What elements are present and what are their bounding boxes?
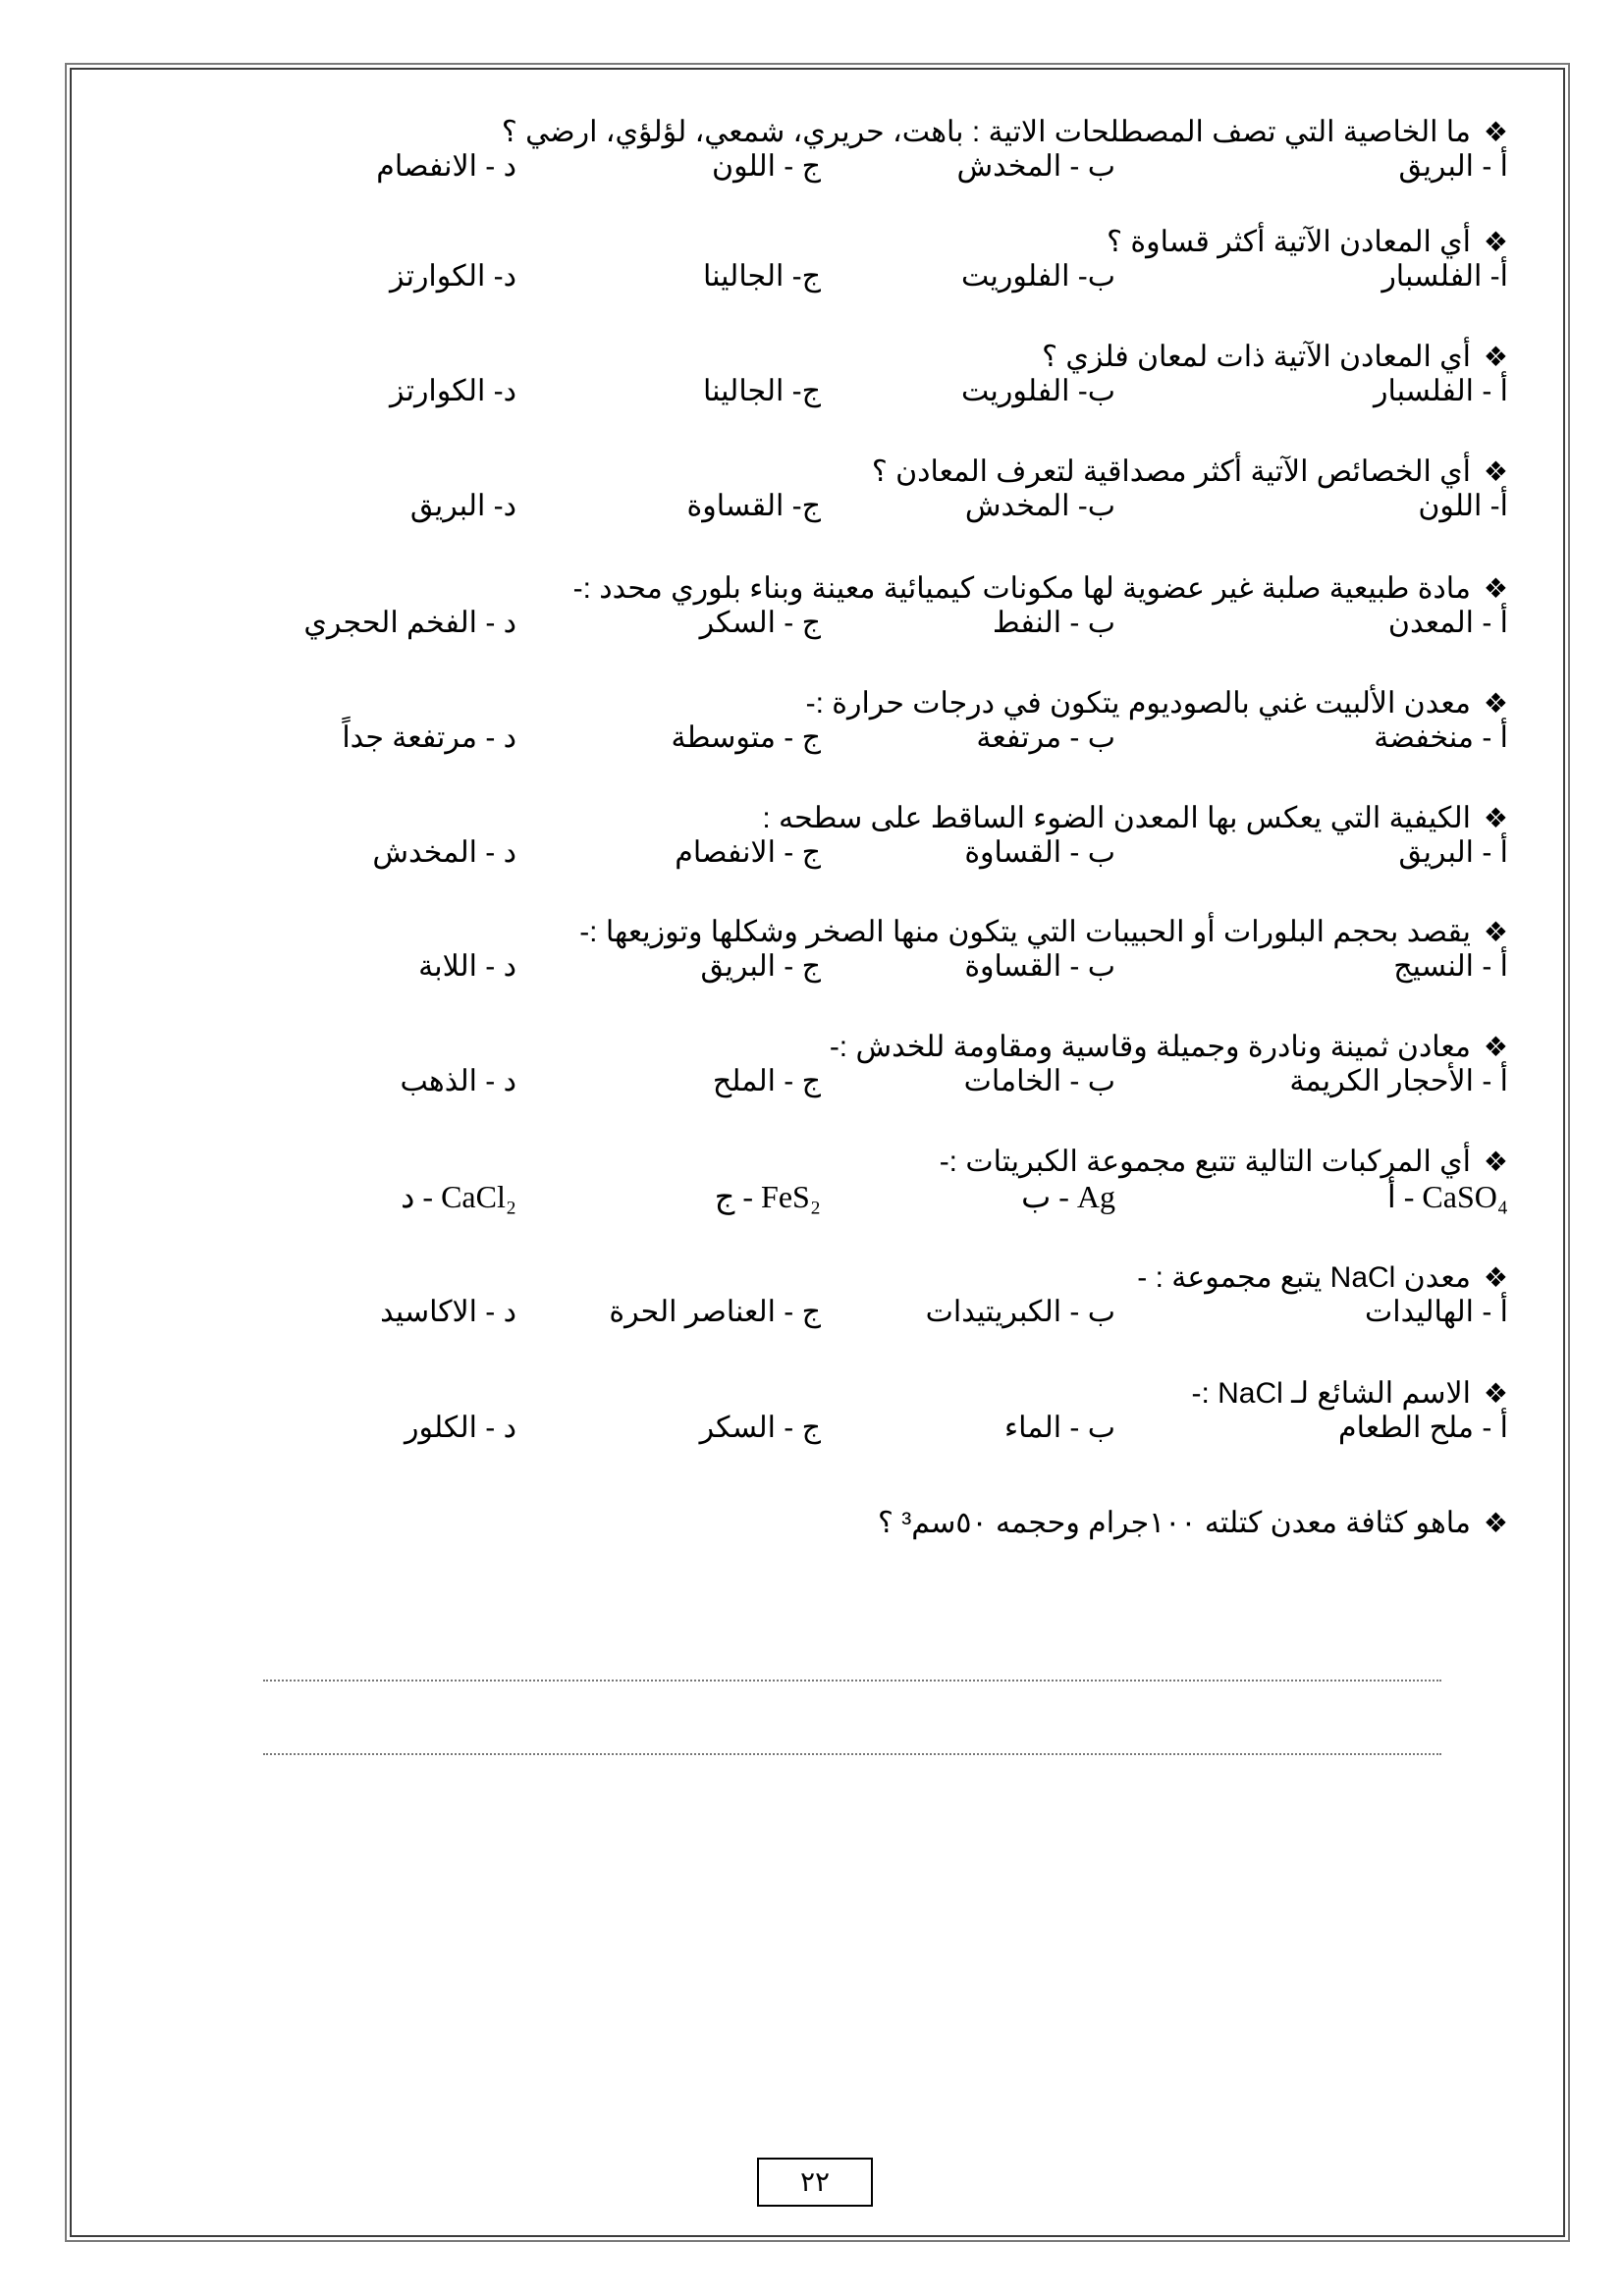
bullet-icon: ❖ xyxy=(1483,688,1508,719)
bullet-icon: ❖ xyxy=(1483,342,1508,372)
question-stem: مادة طبيعية صلبة غير عضوية لها مكونات كيميائية معينة وبناء بلوري محدد :- xyxy=(572,572,1471,605)
option-b: ب - القساوة xyxy=(964,950,1115,983)
question-stem: معدن NaCl يتبع مجموعة : - xyxy=(1137,1261,1471,1294)
option-a: أ - منخفضة xyxy=(1374,721,1508,754)
option-d: د - اللابة xyxy=(418,950,516,983)
option-a: أ - البريق xyxy=(1398,150,1508,183)
option-c: ج - الانفصام xyxy=(675,836,821,869)
question-7 xyxy=(153,802,1508,871)
question-1 xyxy=(153,116,1508,185)
bullet-icon: ❖ xyxy=(1483,1032,1508,1062)
question-11 xyxy=(153,1261,1508,1330)
option-c: ج - العناصر الحرة xyxy=(609,1296,821,1328)
option-b: ب- المخدش xyxy=(964,490,1115,522)
option-c: ج - الملح xyxy=(712,1065,821,1097)
question-3 xyxy=(153,341,1508,409)
option-b: ب - مرتفعة xyxy=(976,721,1115,754)
question-10 xyxy=(153,1146,1508,1214)
question-13 xyxy=(153,1507,1508,1540)
option-d: د - الانفصام xyxy=(376,150,516,183)
option-a: أ - الفلسبار xyxy=(1373,375,1508,407)
option-d: د- الكوارتز xyxy=(390,375,516,407)
question-stem: أي الخصائص الآتية أكثر مصداقية لتعرف المعادن ؟ xyxy=(871,455,1471,488)
bullet-icon: ❖ xyxy=(1483,1262,1508,1293)
option-b: ب - الخامات xyxy=(963,1065,1115,1097)
option-c: ج - السكر xyxy=(699,1412,821,1444)
question-stem: معادن ثمينة ونادرة وجميلة وقاسية ومقاومة للخدش :- xyxy=(829,1031,1471,1063)
option-c: ج - متوسطة xyxy=(671,721,821,754)
option-d: د - الفخم الحجري xyxy=(303,607,516,639)
bullet-icon: ❖ xyxy=(1483,573,1508,604)
option-a: أ- اللون xyxy=(1418,490,1508,522)
question-12 xyxy=(153,1377,1508,1446)
bullet-icon: ❖ xyxy=(1483,803,1508,833)
question-stem: الاسم الشائع لـ NaCl :- xyxy=(1191,1377,1471,1410)
option-a: CaSO₄ - أ xyxy=(1386,1179,1508,1214)
page-number: ٢٢ xyxy=(757,2158,873,2207)
question-stem: معدن الألبيت غني بالصوديوم يتكون في درجات حرارة :- xyxy=(805,687,1471,720)
option-b: ب - النفط xyxy=(992,607,1115,639)
bullet-icon: ❖ xyxy=(1483,1147,1508,1177)
bullet-icon: ❖ xyxy=(1483,1378,1508,1409)
option-d: د - مرتفعة جداً xyxy=(342,721,516,754)
question-5 xyxy=(153,572,1508,641)
option-b: ب - الكبريتيدات xyxy=(925,1296,1115,1328)
option-c: ج - السكر xyxy=(699,607,821,639)
question-stem: ما الخاصية التي تصف المصطلحات الاتية : باهت، حريري، شمعي، لؤلؤي، ارضي ؟ xyxy=(501,116,1471,148)
question-stem: ماهو كثافة معدن كتلته ١٠٠جرام وحجمه ٥٠سم³ ؟ xyxy=(878,1507,1471,1539)
option-c: ج - البريق xyxy=(700,950,821,983)
question-6 xyxy=(153,687,1508,756)
bullet-icon: ❖ xyxy=(1483,456,1508,487)
question-2 xyxy=(153,226,1508,294)
bullet-icon: ❖ xyxy=(1483,1508,1508,1538)
option-b: ب- الفلوريت xyxy=(961,260,1115,293)
option-b: ب - الماء xyxy=(1004,1412,1115,1444)
option-c: ج- الجالينا xyxy=(702,260,821,293)
option-a: أ - المعدن xyxy=(1387,607,1508,639)
option-a: أ - ملح الطعام xyxy=(1338,1412,1508,1444)
option-d: د - المخدش xyxy=(372,836,516,869)
question-stem: أي المركبات التالية تتبع مجموعة الكبريتات :- xyxy=(939,1146,1471,1178)
bullet-icon: ❖ xyxy=(1483,117,1508,147)
question-stem: الكيفية التي يعكس بها المعدن الضوء الساقط على سطحه : xyxy=(762,802,1471,834)
bullet-icon: ❖ xyxy=(1483,917,1508,947)
option-c: ج- القساوة xyxy=(686,490,821,522)
option-d: د - الاكاسيد xyxy=(380,1296,516,1328)
option-c: ج- الجالينا xyxy=(702,375,821,407)
question-stem: أي المعادن الآتية أكثر قساوة ؟ xyxy=(1107,226,1471,258)
question-4 xyxy=(153,455,1508,524)
option-c: FeS₂ - ج xyxy=(714,1179,821,1214)
option-a: أ - الأحجار الكريمة xyxy=(1289,1065,1508,1097)
option-c: ج - اللون xyxy=(712,150,821,183)
option-d: CaCl₂ - د xyxy=(401,1179,516,1214)
bullet-icon: ❖ xyxy=(1483,227,1508,257)
option-d: د- الكوارتز xyxy=(390,260,516,293)
option-b: ب - القساوة xyxy=(964,836,1115,869)
question-stem: أي المعادن الآتية ذات لمعان فلزي ؟ xyxy=(1042,341,1471,373)
question-9 xyxy=(153,1031,1508,1099)
question-stem: يقصد بحجم البلورات أو الحبيبات التي يتكون منها الصخر وشكلها وتوزيعها :- xyxy=(579,916,1471,948)
option-a: أ - البريق xyxy=(1398,836,1508,869)
answer-line-2 xyxy=(263,1753,1441,1755)
option-b: ب- الفلوريت xyxy=(961,375,1115,407)
question-8 xyxy=(153,916,1508,985)
option-b: ب - المخدش xyxy=(956,150,1115,183)
option-a: أ- الفلسبار xyxy=(1381,260,1508,293)
option-d: د- البريق xyxy=(409,490,516,522)
answer-line-1 xyxy=(263,1680,1441,1682)
option-d: د - الكلور xyxy=(405,1412,516,1444)
option-a: أ - النسيج xyxy=(1393,950,1508,983)
option-a: أ - الهاليدات xyxy=(1365,1296,1508,1328)
option-d: د - الذهب xyxy=(400,1065,516,1097)
option-b: Ag - ب xyxy=(1021,1179,1115,1214)
